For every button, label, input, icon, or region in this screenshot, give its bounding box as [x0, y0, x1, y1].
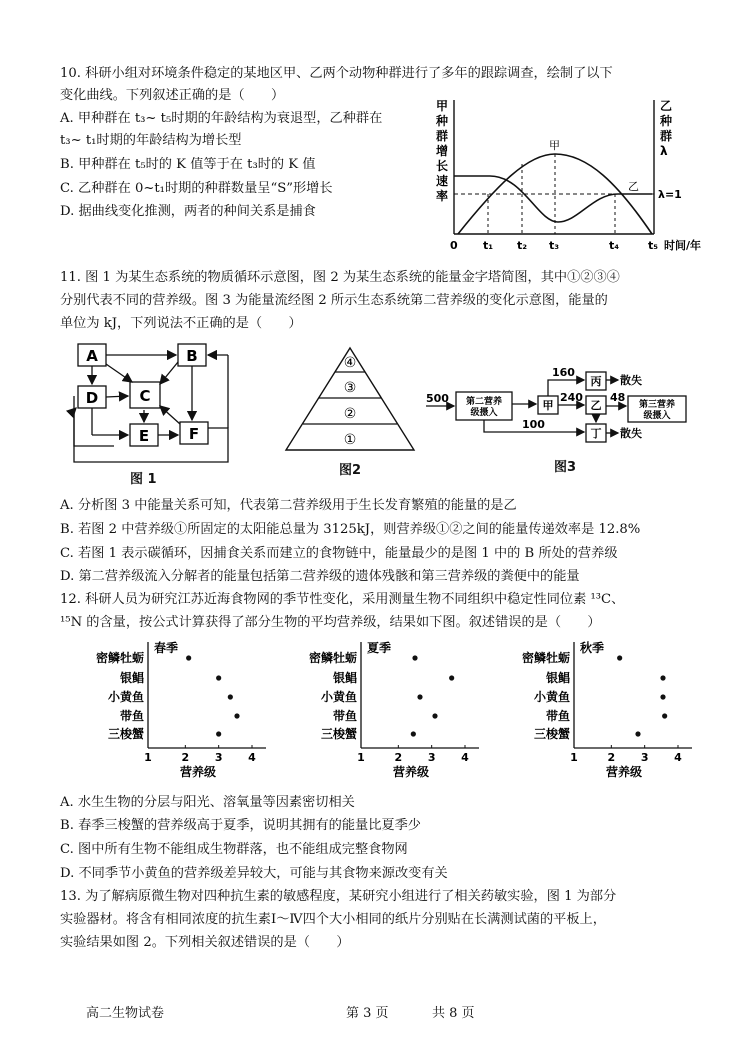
- q11-fig2-energy-pyramid: [282, 344, 418, 456]
- footer-page: 第 3 页: [346, 1006, 389, 1021]
- season-title-0: 春季: [154, 641, 179, 655]
- data-point: [617, 655, 622, 660]
- svg-text:t₁: t₁: [483, 239, 494, 252]
- species-label: 密鳞牡蛎: [95, 651, 144, 665]
- species-label: 带鱼: [119, 709, 144, 723]
- data-point: [411, 731, 416, 736]
- q10-option-d: D. 据曲线变化推测，两者的种间关系是捕食: [60, 204, 316, 219]
- node-bing: 丙: [590, 375, 602, 388]
- data-point: [412, 655, 417, 660]
- q11-option-c: C. 若图 1 表示碳循环，因捕食关系而建立的食物链中，能量最少的是图 1 中的 B 所处的营养级: [60, 546, 618, 561]
- q12-option-a: A. 水生生物的分层与阳光、溶氧量等因素密切相关: [60, 795, 355, 810]
- node-yi: 乙: [590, 399, 602, 412]
- species-label: 银鲳: [545, 671, 570, 685]
- node-f: F: [188, 425, 200, 443]
- q13-stem-line2: 实验器材。将含有相同浓度的抗生素Ⅰ～Ⅳ四个大小相同的纸片分别贴在长满测试菌的平板上，: [60, 912, 606, 927]
- q12-stem-line1: 12. 科研人员为研究江苏近海食物网的季节性变化，采用测量生物不同组织中稳定性同位素 ¹³C、: [60, 592, 625, 607]
- q11-option-d: D. 第二营养级流入分解者的能量包括第二营养级的遗体残骸和第三营养级的粪便中的能量: [60, 569, 580, 584]
- footer-subject: 高二生物试卷: [86, 1006, 165, 1021]
- q11-fig1-carbon-cycle: [66, 338, 238, 478]
- pyramid-level-3: ③: [343, 380, 357, 396]
- q10-stem-line2: 变化曲线。下列叙述正确的是（ ）: [60, 88, 285, 103]
- fig2-caption: 图2: [339, 463, 362, 478]
- species-label: 小黄鱼: [533, 690, 570, 704]
- tick-label: 2: [181, 751, 190, 764]
- box-third-level-2: 级摄入: [643, 411, 671, 421]
- svg-text:乙: 乙: [660, 99, 673, 113]
- q11-fig3-energy-flow: [424, 362, 696, 448]
- data-point: [660, 675, 665, 680]
- species-label: 小黄鱼: [320, 690, 357, 704]
- tick-label: 2: [394, 751, 403, 764]
- lambda-label: λ=1: [658, 188, 682, 201]
- value-100: 100: [522, 418, 545, 431]
- x-tick-labels: [450, 239, 658, 252]
- species-label: 三梭蟹: [107, 727, 144, 741]
- value-240: 240: [560, 391, 583, 404]
- species-label: 三梭蟹: [533, 727, 570, 741]
- q12-option-d: D. 不同季节小黄鱼的营养级差异较大，可能与其食物来源改变有关: [60, 866, 448, 881]
- pyramid-level-4: ④: [343, 355, 357, 371]
- svg-text:甲: 甲: [436, 99, 449, 113]
- tick-label: 4: [248, 751, 256, 764]
- species-label: 带鱼: [332, 709, 357, 723]
- fig1-caption: 图 1: [130, 472, 157, 487]
- svg-text:群: 群: [660, 129, 673, 143]
- svg-text:t₃: t₃: [549, 239, 560, 252]
- svg-text:长: 长: [436, 159, 449, 173]
- tick-label: 1: [357, 751, 365, 764]
- box-second-level-1: 第二营养: [465, 397, 503, 407]
- season-title-2: 秋季: [580, 641, 605, 655]
- species-label: 三梭蟹: [320, 727, 357, 741]
- data-point: [417, 694, 422, 699]
- node-a: A: [86, 347, 98, 365]
- node-e: E: [138, 427, 150, 445]
- svg-text:速: 速: [436, 174, 449, 188]
- node-b: B: [186, 347, 198, 365]
- x-axis-label-1: 营养级: [392, 765, 430, 779]
- curve-yi: [454, 176, 652, 222]
- species-label: 密鳞牡蛎: [521, 651, 570, 665]
- data-point: [432, 713, 437, 718]
- q10-option-a-cont: t₃~ t₁时期的年龄结构为增长型: [60, 133, 242, 148]
- q10-stem-line1: 10. 科研小组对环境条件稳定的某地区甲、乙两个动物种群进行了多年的跟踪调查，绘制了以下: [60, 66, 613, 81]
- svg-text:0: 0: [450, 239, 458, 252]
- right-axis-label: [659, 99, 672, 158]
- svg-text:种: 种: [660, 114, 673, 128]
- tick-label: 2: [607, 751, 616, 764]
- loss-2: 散失: [620, 427, 642, 440]
- pyramid-level-1: ①: [343, 432, 357, 448]
- q11-option-a: A. 分析图 3 中能量关系可知，代表第二营养级用于生长发育繁殖的能量的是乙: [60, 498, 517, 513]
- tick-label: 1: [144, 751, 152, 764]
- q13-stem-line3: 实验结果如图 2。下列相关叙述错误的是（ ）: [60, 935, 350, 950]
- label-yi: 乙: [628, 180, 639, 193]
- node-d: D: [85, 389, 99, 407]
- label-jia: 甲: [549, 139, 560, 152]
- svg-text:t₅: t₅: [648, 239, 659, 252]
- data-point: [449, 675, 454, 680]
- data-point: [216, 731, 221, 736]
- q11-stem-line1: 11. 图 1 为某生态系统的物质循环示意图，图 2 为某生态系统的能量金字塔简图，其中①②③④: [60, 270, 620, 285]
- data-point: [186, 655, 191, 660]
- svg-text:群: 群: [436, 129, 449, 143]
- value-48: 48: [610, 391, 626, 404]
- data-point: [216, 675, 221, 680]
- svg-text:t₄: t₄: [609, 239, 620, 252]
- tick-label: 3: [214, 751, 223, 764]
- tick-label: 4: [674, 751, 682, 764]
- q13-stem-line1: 13. 为了解病原微生物对四种抗生素的敏感程度，某研究小组进行了相关药敏实验，图 1 为部分: [60, 889, 617, 904]
- q10-option-c: C. 乙种群在 0~t₁时期的种群数量呈“S”形增长: [60, 181, 333, 196]
- svg-text:种: 种: [436, 114, 449, 128]
- data-point: [228, 694, 233, 699]
- box-second-level-2: 级摄入: [470, 408, 498, 418]
- footer-total: 共 8 页: [432, 1006, 475, 1021]
- x-axis-label-0: 营养级: [179, 765, 217, 779]
- node-jia: 甲: [542, 399, 554, 412]
- data-point: [635, 731, 640, 736]
- tick-label: 3: [427, 751, 436, 764]
- box-third-level-1: 第三营养: [638, 400, 676, 410]
- q11-option-b: B. 若图 2 中营养级①所固定的太阳能总量为 3125kJ，则营养级①②之间的能量传递效率是 12.8%: [60, 522, 641, 537]
- data-point: [234, 713, 239, 718]
- season-title-1: 夏季: [367, 641, 392, 655]
- q10-population-graph: [428, 94, 706, 256]
- loss-1: 散失: [620, 374, 642, 387]
- pyramid-level-2: ②: [343, 406, 357, 422]
- x-unit: 时间/年: [664, 239, 702, 252]
- input-500: 500: [426, 392, 449, 405]
- node-ding: 丁: [590, 427, 602, 440]
- species-label: 银鲳: [119, 671, 144, 685]
- fig3-caption: 图3: [554, 460, 577, 475]
- species-label: 银鲳: [332, 671, 357, 685]
- species-label: 密鳞牡蛎: [308, 651, 357, 665]
- svg-text:率: 率: [436, 189, 449, 203]
- svg-text:增: 增: [436, 144, 449, 158]
- x-axis-label-2: 营养级: [605, 765, 643, 779]
- q12-stem-line2: ¹⁵N 的含量，按公式计算获得了部分生物的平均营养级，结果如下图。叙述错误的是（ ）: [60, 615, 601, 630]
- q11-stem-line3: 单位为 kJ，下列说法不正确的是（ ）: [60, 316, 302, 331]
- q12-option-c: C. 图中所有生物不能组成生物群落，也不能组成完整食物网: [60, 842, 408, 857]
- tick-label: 1: [570, 751, 578, 764]
- q10-option-b: B. 甲种群在 t₅时的 K 值等于在 t₃时的 K 值: [60, 157, 316, 172]
- q12-trophic-charts: [56, 638, 696, 782]
- tick-label: 4: [461, 751, 469, 764]
- svg-text:λ: λ: [660, 144, 668, 158]
- node-c: C: [139, 387, 151, 405]
- tick-label: 3: [640, 751, 649, 764]
- q11-stem-line2: 分别代表不同的营养级。图 3 为能量流经图 2 所示生态系统第二营养级的变化示意图，能量的: [60, 293, 608, 308]
- data-point: [662, 713, 667, 718]
- q12-option-b: B. 春季三梭蟹的营养级高于夏季，说明其拥有的能量比夏季少: [60, 818, 421, 833]
- species-label: 小黄鱼: [107, 690, 144, 704]
- svg-text:t₂: t₂: [517, 239, 528, 252]
- species-label: 带鱼: [545, 709, 570, 723]
- data-point: [660, 694, 665, 699]
- value-160: 160: [552, 366, 575, 379]
- q10-option-a: A. 甲种群在 t₃~ t₅时期的年龄结构为衰退型，乙种群在: [60, 111, 383, 126]
- left-axis-label: [435, 99, 448, 203]
